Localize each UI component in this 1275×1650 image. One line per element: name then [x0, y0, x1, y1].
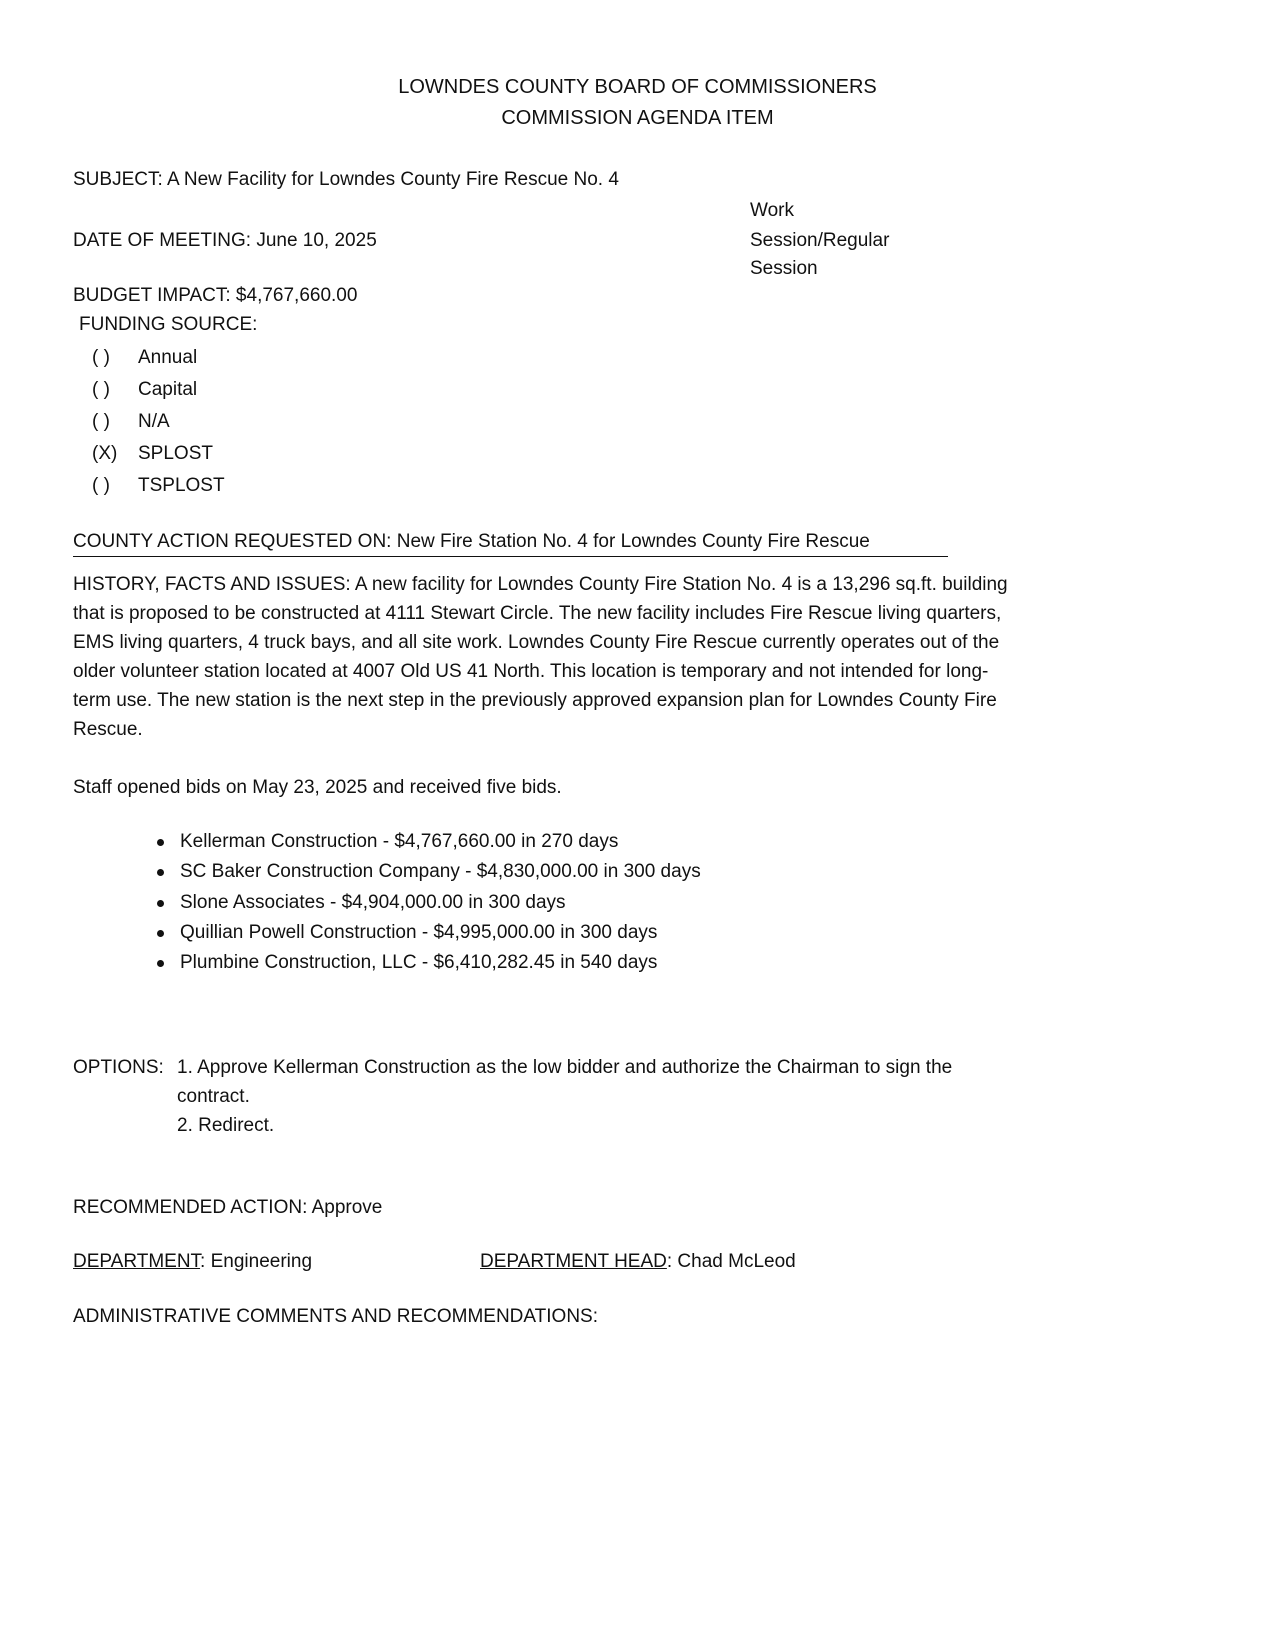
funding-mark: ( )	[92, 379, 110, 400]
history-line: older volunteer station located at 4007 Old US 41 North. This location is temporary and not intended for long-	[73, 661, 989, 682]
bid-item: Plumbine Construction, LLC - $6,410,282.45 in 540 days	[160, 951, 657, 975]
bids-intro: Staff opened bids on May 23, 2025 and received five bids.	[73, 777, 562, 798]
header-subtitle: COMMISSION AGENDA ITEM	[501, 107, 774, 129]
funding-source-label: FUNDING SOURCE:	[79, 314, 258, 335]
option-line: contract.	[177, 1086, 250, 1107]
department-value: : Engineering	[200, 1251, 313, 1272]
bid-item: Quillian Powell Construction - $4,995,000.00 in 300 days	[160, 921, 657, 945]
history-line: EMS living quarters, 4 truck bays, and all site work. Lowndes County Fire Rescue currently operates out of the	[73, 632, 1000, 653]
department-head-label: DEPARTMENT HEAD	[480, 1251, 667, 1272]
funding-mark: (X)	[92, 443, 118, 464]
funding-label: SPLOST	[138, 443, 213, 464]
funding-mark: ( )	[92, 475, 110, 496]
option-line: 1. Approve Kellerman Construction as the low bidder and authorize the Chairman to sign the	[177, 1057, 953, 1078]
budget-impact: BUDGET IMPACT: $4,767,660.00	[73, 285, 358, 306]
divider	[73, 556, 948, 557]
history-line: term use. The new station is the next step in the previously approved expansion plan for Lowndes County Fire	[73, 690, 997, 711]
department-head-value: : Chad McLeod	[666, 1251, 796, 1272]
header-title: LOWNDES COUNTY BOARD OF COMMISSIONERS	[398, 76, 877, 98]
department	[73, 1250, 312, 1274]
history-line: that is proposed to be constructed at 4111 Stewart Circle. The new facility includes Fire Rescue living quarters,	[73, 603, 1002, 624]
options-label: OPTIONS:	[73, 1057, 164, 1078]
subject: SUBJECT: A New Facility for Lowndes County Fire Rescue No. 4	[73, 169, 619, 190]
county-action-requested: COUNTY ACTION REQUESTED ON: New Fire Station No. 4 for Lowndes County Fire Rescue	[73, 531, 870, 552]
funding-label: Capital	[138, 379, 198, 400]
bid-item: Slone Associates - $4,904,000.00 in 300 days	[160, 891, 566, 915]
administrative-comments: ADMINISTRATIVE COMMENTS AND RECOMMENDATIONS:	[73, 1306, 598, 1327]
session-line-2: Session/Regular	[750, 230, 890, 251]
recommended-action: RECOMMENDED ACTION: Approve	[73, 1197, 383, 1218]
history-line: Rescue.	[73, 719, 143, 740]
funding-mark: ( )	[92, 347, 110, 368]
session-line-1: Work	[750, 200, 794, 221]
history-line: HISTORY, FACTS AND ISSUES: A new facility for Lowndes County Fire Station No. 4 is a 13,296 sq.ft. building	[73, 574, 1008, 595]
funding-label: N/A	[138, 411, 170, 432]
department-label: DEPARTMENT	[73, 1251, 201, 1272]
bid-item: SC Baker Construction Company - $4,830,000.00 in 300 days	[160, 860, 701, 884]
session-line-3: Session	[750, 258, 818, 279]
funding-label: Annual	[138, 347, 198, 368]
funding-label: TSPLOST	[138, 475, 225, 496]
option-line: 2. Redirect.	[177, 1115, 275, 1136]
date-of-meeting: DATE OF MEETING: June 10, 2025	[73, 230, 377, 251]
department-head	[480, 1250, 796, 1274]
funding-mark: ( )	[92, 411, 110, 432]
bid-item: Kellerman Construction - $4,767,660.00 in 270 days	[160, 830, 618, 854]
